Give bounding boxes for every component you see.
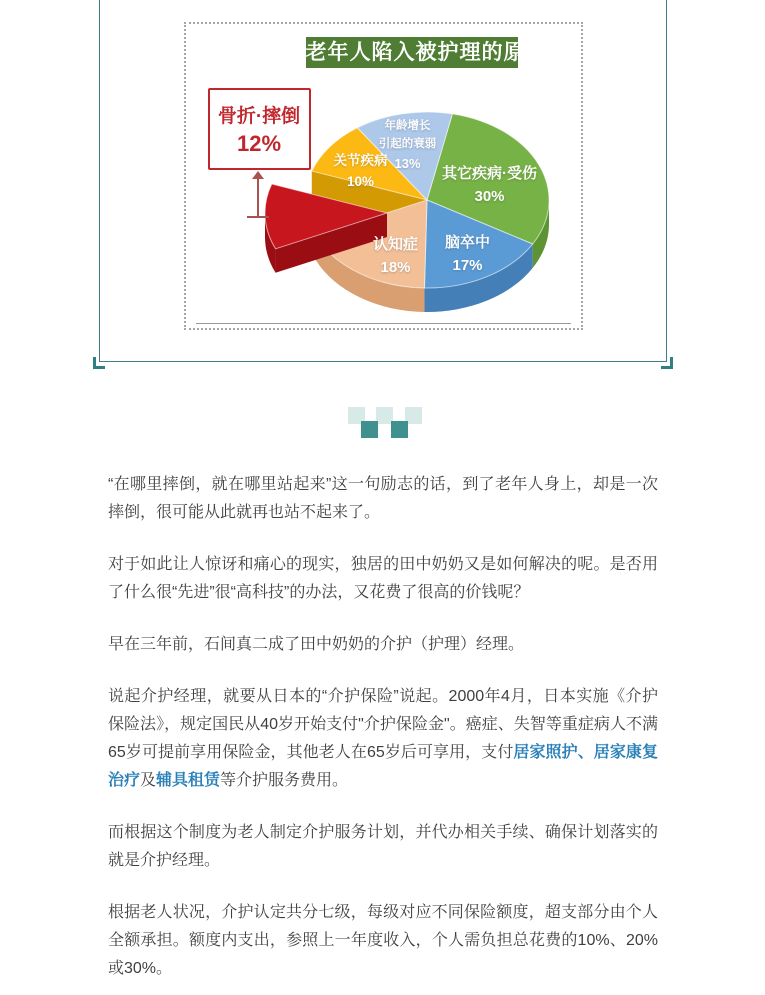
slice-label-line: 引起的衰弱 [378, 137, 437, 150]
paragraph [108, 899, 658, 983]
callout-value: 12% [236, 131, 282, 156]
slice-label-line: 17% [452, 257, 483, 274]
text-run: “在哪里摔倒，就在哪里站起来”这一句励志的话，到了老年人身上，却是一次摔倒，很可能从此就再也站不起来了。 [108, 476, 658, 521]
slice-label-line: 13% [394, 155, 421, 171]
paragraph [108, 551, 658, 607]
divider-square-icon [361, 421, 378, 438]
slice-label-line: 脑卒中 [444, 233, 491, 251]
frame-corner-bottom-right-icon [661, 357, 673, 369]
divider-square-icon [391, 421, 408, 438]
article-body [108, 471, 658, 995]
inline-link[interactable]: 辅具租赁 [156, 772, 221, 789]
callout-label: 骨折·摔倒 [217, 106, 301, 127]
quoted-image-frame [99, 0, 667, 362]
inline-link[interactable]: 居家照护、居家康复治疗 [108, 744, 658, 789]
care-reasons-infographic[interactable] [184, 22, 583, 330]
callout-arrow-line [257, 178, 259, 218]
paragraph [108, 683, 658, 795]
image-baseline-rule [196, 323, 571, 324]
text-run: 早在三年前，石间真二成了田中奶奶的介护（护理）经理。 [108, 636, 525, 653]
chart-title: 老年人陷入被护理的原因 [306, 37, 518, 68]
text-run: 及 [140, 772, 157, 789]
slice-label-line: 认知症 [372, 235, 419, 253]
paragraph [108, 471, 658, 527]
text-run: 而根据这个制度为老人制定介护服务计划，并代办相关手续、确保计划落实的就是介护经理。 [108, 824, 658, 869]
paragraph [108, 819, 658, 875]
slice-label-line: 其它疾病·受伤 [442, 164, 537, 182]
slice-label-1 [445, 231, 490, 278]
text-run: 说起介护经理，就要从日本的“介护保险”说起。2000年4月，日本实施《介护保险法》，规定国民从40岁开始支付"介护保险金"。癌症、失智等重症病人不满65岁可提前享用保险金，其他老人在65岁后可享用，支付 [108, 688, 658, 761]
paragraph [108, 631, 658, 659]
text-run: 等介护服务费用。 [220, 772, 349, 789]
frame-corner-bottom-left-icon [93, 357, 105, 369]
text-run: 根据老人状况，介护认定共分七级，每级对应不同保险额度，超支部分由个人全额承担。额度内支出，参照上一年度收入，个人需负担总花费的10%、20%或30%。 [108, 904, 658, 977]
slice-label-5 [379, 118, 437, 174]
slice-label-line: 30% [474, 188, 505, 205]
callout-arrow-foot [247, 216, 269, 218]
section-divider [348, 407, 422, 438]
slice-label-line: 年龄增长 [384, 120, 431, 133]
slice-label-line: 10% [346, 174, 375, 189]
slice-label-line: 18% [380, 259, 411, 276]
slice-label-0 [442, 162, 537, 209]
callout-box [208, 88, 311, 170]
text-run: 对于如此让人惊讶和痛心的现实，独居的田中奶奶又是如何解决的呢。是否用了什么很“先进”很“高科技”的办法，又花费了很高的价钱呢？ [108, 556, 658, 601]
slice-label-line: 关节疾病 [333, 153, 388, 169]
slice-labels-layer [186, 24, 581, 328]
slice-label-2 [373, 233, 418, 280]
